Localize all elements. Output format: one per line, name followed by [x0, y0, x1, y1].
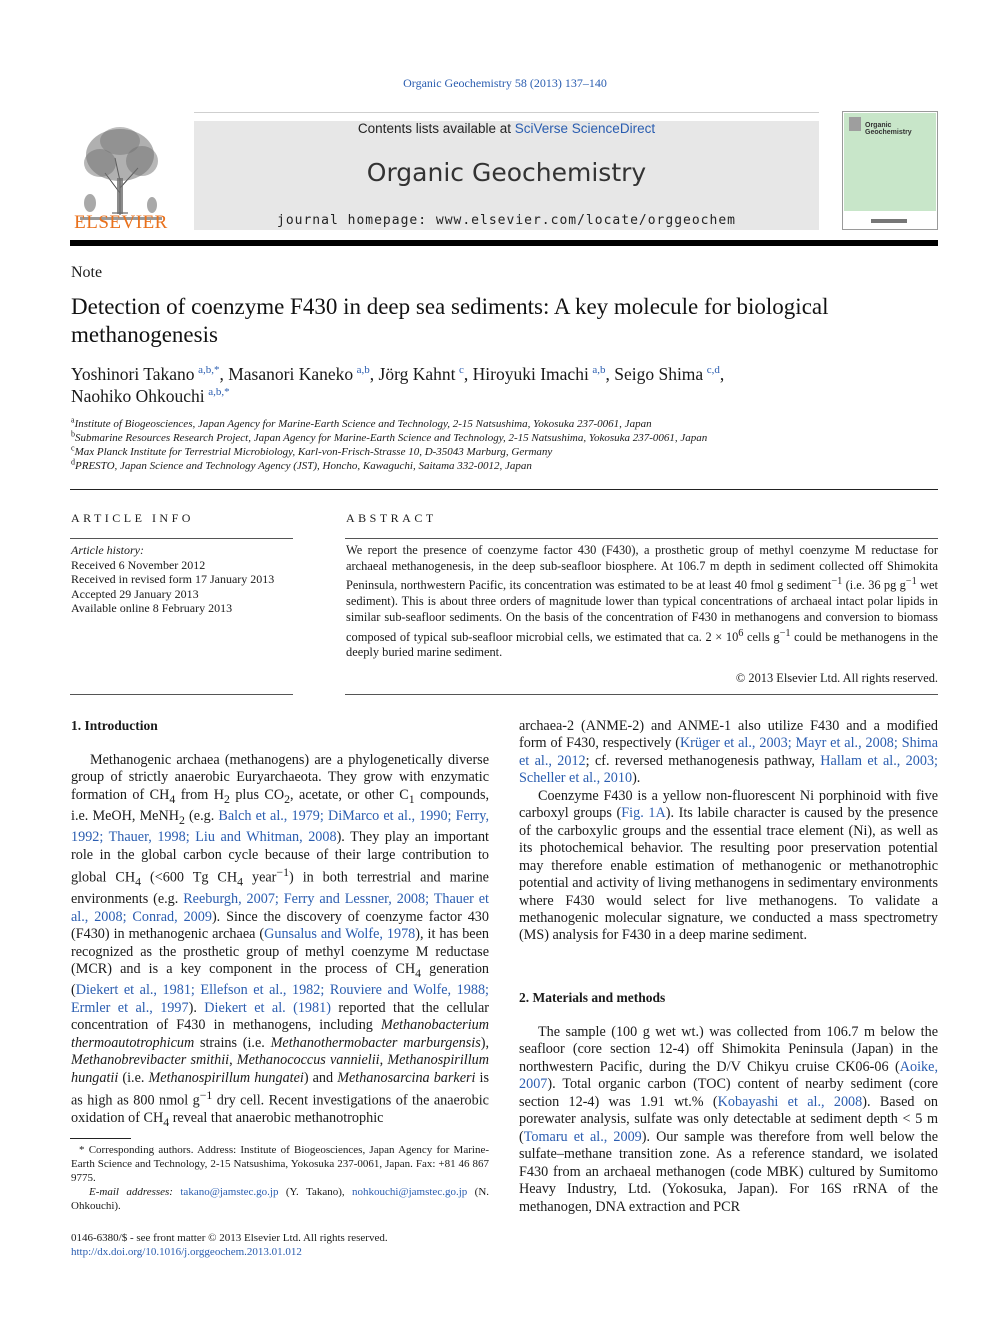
paragraph: Coenzyme F430 is a yellow non-fluorescent Ni porphinoid with five carboxyl groups (Fig. 1A). Its labile character is caused by the presence of the carboxylic groups and the essential trace element (Ni), as well as its photochemical behavior. The resulting poor preservation potential may therefore enable estimation of methanogenic or methanotrophic potential and activity of living methanogens in sedimentary environments where F430 would select for live methanogens. To validate a methanogenic molecular signature, we conducted a mass spectrometry (MS) analysis for F430 in a deep marine sediment. — [519, 787, 938, 944]
journal-title: Organic Geochemistry — [366, 158, 647, 187]
history-online: Available online 8 February 2013 — [71, 601, 233, 615]
methods-body — [519, 1024, 938, 1216]
author-list: Yoshinori Takano $^{a,b,*}$, Masanori Kaneko $^{a,b}$, Jörg Kahnt $^c$, Hiroyuki Imachi $^{a,b}$, Seigo Shima $^{c,d}$, Naohiko Ohkouchi $^{a,b,*}$ — [71, 364, 725, 406]
citation-link[interactable]: Hallam et al., 2003; Scheller et al., 2010 — [519, 752, 938, 787]
citation-link[interactable]: Aoike, 2007 — [519, 1058, 938, 1093]
author-affiliation-marks[interactable]: c,d — [706, 364, 720, 377]
author-name[interactable]: Hiroyuki Imachi — [472, 364, 589, 384]
affiliation-key: c — [71, 443, 75, 453]
abstract-body: We report the presence of coenzyme factor 430 (F430), a prosthetic group of methyl coenzyme M reductase for archaeal methanogenesis, in the deep sub-seafloor biosphere. At 106.7 m depth in sediment collected off Shimokita Peninsula, northwestern Pacific, its concentration was estimated to be at least 40 fmol g sediment$^{-1}$ (i.e. 36 pg $g^{-1}$ wet sediment). This is about three orders of magnitude lower than typical concentrations of archaeal intact polar lipids in similar sub-seafloor sediments. On the basis of the concentration of F430 in methanogens and conversion to biomass composed of typical sub-seafloor microbial cells, we estimated that ca. $2 \times 10^6$ cells $g^{-1}$ could be methanogens in the deeply buried marine sediment. — [346, 543, 938, 660]
email-note — [71, 1185, 489, 1213]
abstract-rule — [345, 538, 938, 539]
methods-heading: 2. Materials and methods — [519, 990, 666, 1005]
journal-cover-thumbnail — [842, 111, 938, 230]
citation-link[interactable]: Krüger et al., 2003; Mayr et al., 2008; Shima et al., 2012 — [519, 735, 938, 769]
article-info-heading: ARTICLE INFO — [71, 511, 194, 525]
history-received: Received 6 November 2012 — [71, 557, 206, 572]
cover-color-block — [844, 113, 936, 211]
article-info-bottom-rule — [70, 694, 293, 695]
journal-homepage[interactable]: journal homepage: www.elsevier.com/locate/orggeochem — [277, 213, 736, 228]
corresponding-author-note: * Corresponding authors. Address: Institute of Biogeosciences, Japan Agency for Marine-Earth Science and Technology, 2-15 Natsushima, Yokosuka 237-0061, Japan. Fax: +81 46 867 9775. — [71, 1144, 489, 1184]
author-affiliation-marks[interactable]: a,b,* — [198, 364, 220, 377]
affiliation-item — [71, 417, 939, 431]
paragraph: archaea-2 (ANME-2) and ANME-1 also utilize F430 and a modified form of F430, respectively (Krüger et al., 2003; Mayr et al., 2008; Shima et al., 2012; cf. reversed methanogenesis pathway, Hallam et al., 2003; Scheller et al., 2010). — [519, 718, 938, 787]
affiliation-list — [71, 417, 939, 473]
sciencedirect-link[interactable]: SciVerse ScienceDirect — [514, 121, 656, 136]
author-affiliation-marks[interactable]: a,b — [356, 364, 370, 377]
abstract-copyright: © 2013 Elsevier Ltd. All rights reserved. — [735, 671, 938, 685]
affiliation-item — [71, 431, 939, 445]
email-link-takano[interactable]: takano@jamstec.go.jp — [180, 1186, 279, 1198]
article-history — [71, 543, 293, 616]
affiliation-item — [71, 445, 939, 459]
author-name[interactable]: Yoshinori Takano — [71, 364, 195, 384]
issn-line: 0146-6380/$ - see front matter © 2013 Elsevier Ltd. All rights reserved. — [71, 1232, 388, 1244]
cover-publisher-mark — [871, 218, 907, 226]
citation-link[interactable]: Reeburgh, 2007; Ferry and Lessner, 2008; Thauer et al., 2008; Conrad, 2009 — [71, 891, 489, 925]
paragraph: The sample (100 g wet wt.) was collected from 106.7 m below the seafloor (core section 12-4) off Shimokita Peninsula (Japan) in the northwestern Pacific, during the D/V Chikyu cruise CK06-06 (Aoike, 2007). Total organic carbon (TOC) content of nearby sediment (core section 12-4) was 1.91 wt.% (Kobayashi et al., 2008). Based on porewater analysis, sulfate was only detectable at sediment depth < 5 m (Tomaru et al., 2009). Our sample was therefore from well below the sulfate–methane transition zone. As a reference standard, we isolated F430 from an archaeal methanogen (code MBK) cultured by Sumitomo Heavy Industry, Ltd. (Yokosuka, Japan). For 16S rRNA of the methanogen, DNA extraction and PCR — [519, 1024, 939, 1215]
citation-link[interactable]: Balch et al., 1979; DiMarco et al., 1990; Ferry, 1992; Thauer, 1998; Liu and Whitman, 2008 — [71, 808, 489, 846]
figure-link[interactable]: Fig. 1A — [621, 805, 666, 822]
email-owner: (Y. Takano), — [278, 1186, 353, 1198]
affiliation-text: PRESTO, Japan Science and Technology Agency (JST), Honcho, Kawaguchi, Saitama 332-0012, Japan — [75, 460, 532, 472]
affiliation-key: a — [71, 415, 75, 425]
introduction-body — [71, 752, 489, 1132]
citation-link[interactable]: Tomaru et al., 2009 — [523, 1128, 642, 1145]
author-affiliation-marks[interactable]: a,b,* — [208, 386, 230, 399]
journal-reference-link[interactable]: Organic Geochemistry 58 (2013) 137–140 — [403, 76, 607, 90]
history-revised: Received in revised form 17 January 2013 — [71, 572, 275, 586]
footnote-rule — [70, 1138, 131, 1139]
author-name[interactable]: Seigo Shima — [614, 364, 704, 384]
email-owner: (N. Ohkouchi). — [71, 1186, 490, 1212]
footnotes — [71, 1143, 489, 1213]
citation-link[interactable]: Diekert et al. (1981) — [204, 999, 331, 1016]
contents-line — [194, 121, 819, 136]
article-info-rule — [70, 538, 293, 539]
citation-link[interactable]: Gunsalus and Wolfe, 1978 — [264, 926, 416, 943]
abstract-heading: ABSTRACT — [346, 511, 437, 525]
cover-logo-icon — [849, 117, 861, 131]
abstract-bottom-rule — [345, 694, 938, 695]
affiliation-key: d — [71, 457, 75, 467]
elsevier-wordmark: ELSEVIER — [74, 212, 168, 233]
article-type: Note — [71, 264, 103, 281]
affiliation-key: b — [71, 429, 75, 439]
email-link-ohkouchi[interactable]: nohkouchi@jamstec.go.jp — [352, 1186, 468, 1198]
header-thick-rule — [70, 240, 938, 246]
paragraph: Methanogenic archaea (methanogens) are a phylogenetically diverse group of strictly anaerobic Euryarchaeota. They grow with enzymatic formation of $CH_4$ from $H_2$ plus $CO_2$, acetate, or other $C_1$ compounds, i.e. MeOH, MeNH$_2$ (e.g. Balch et al., 1979; DiMarco et al., 1990; Ferry, 1992; Thauer, 1998; Liu and Whitman, 2008). They play an important role in the global carbon cycle because of their large contribution to global $CH_4$ (<600 Tg $CH_4$ year$^{-1}$) in both terrestrial and marine environments (e.g. Reeburgh, 2007; Ferry and Lessner, 2008; Thauer et al., 2008; Conrad, 2009). Since the discovery of coenzyme factor 430 (F430) in methanogenic archaea (Gunsalus and Wolfe, 1978), it has been recognized as the prosthetic group of methyl coenzyme M reductase (MCR) and is a key component in the process of $CH_4$ generation (Diekert et al., 1981; Ellefson et al., 1982; Rouviere and Wolfe, 1988; Ermler et al., 1997). Diekert et al. (1981) reported that the cellular concentration of F430 in methanogens, including Methanobacterium thermoautotrophicum strains (i.e. Methanothermobacter marburgensis), Methanobrevibacter smithii, Methanococcus vannielii, Methanospirillum hungatii (i.e. Methanospirillum hungatei) and Methanosarcina barkeri is as high as 800 nmol $g^{-1}$ dry cell. Recent investigations of the anaerobic oxidation of $CH_4$ reveal that anaerobic methanotrophic — [71, 752, 490, 1130]
affiliation-item — [71, 459, 939, 473]
cover-footer-icon — [871, 218, 907, 224]
affiliation-text: Institute of Biogeosciences, Japan Agency for Marine-Earth Science and Technology, 2-15 Natsushima, Yokosuka 237-0061, Japan — [74, 418, 652, 430]
doi-link[interactable]: http://dx.doi.org/10.1016/j.orggeochem.2013.01.012 — [71, 1246, 302, 1258]
author-name[interactable]: Masanori Kaneko — [228, 364, 354, 384]
introduction-heading: 1. Introduction — [71, 718, 158, 733]
author-name[interactable]: Naohiko Ohkouchi — [71, 386, 205, 406]
header-top-rule — [194, 112, 819, 113]
introduction-body-continued — [519, 718, 938, 945]
section-divider — [70, 489, 938, 490]
history-label: Article history: — [71, 543, 144, 557]
issn-block — [71, 1231, 388, 1259]
history-accepted: Accepted 29 January 2013 — [71, 586, 199, 601]
author-affiliation-marks[interactable]: c — [459, 364, 464, 377]
article-title: Detection of coenzyme F430 in deep sea sediments: A key molecule for biological methanogenesis — [71, 294, 829, 347]
citation-link[interactable]: Kobayashi et al., 2008 — [717, 1093, 863, 1110]
author-affiliation-marks[interactable]: a,b — [592, 364, 606, 377]
cover-title: Organic Geochemistry — [865, 122, 912, 136]
affiliation-text: Submarine Resources Research Project, Japan Agency for Marine-Earth Science and Technology, 2-15 Natsushima, Yokosuka 237-0061, Japan — [75, 432, 708, 444]
affiliation-text: Max Planck Institute for Terrestrial Microbiology, Karl-von-Frisch-Strasse 10, D-35043 Marburg, Germany — [74, 446, 553, 458]
email-label: E-mail addresses: — [89, 1186, 173, 1198]
contents-prefix: Contents lists available at — [357, 121, 515, 136]
citation-link[interactable]: Diekert et al., 1981; Ellefson et al., 1982; Rouviere and Wolfe, 1988; Ermler et al., 1997 — [71, 982, 489, 1016]
author-name[interactable]: Jörg Kahnt — [378, 364, 456, 384]
